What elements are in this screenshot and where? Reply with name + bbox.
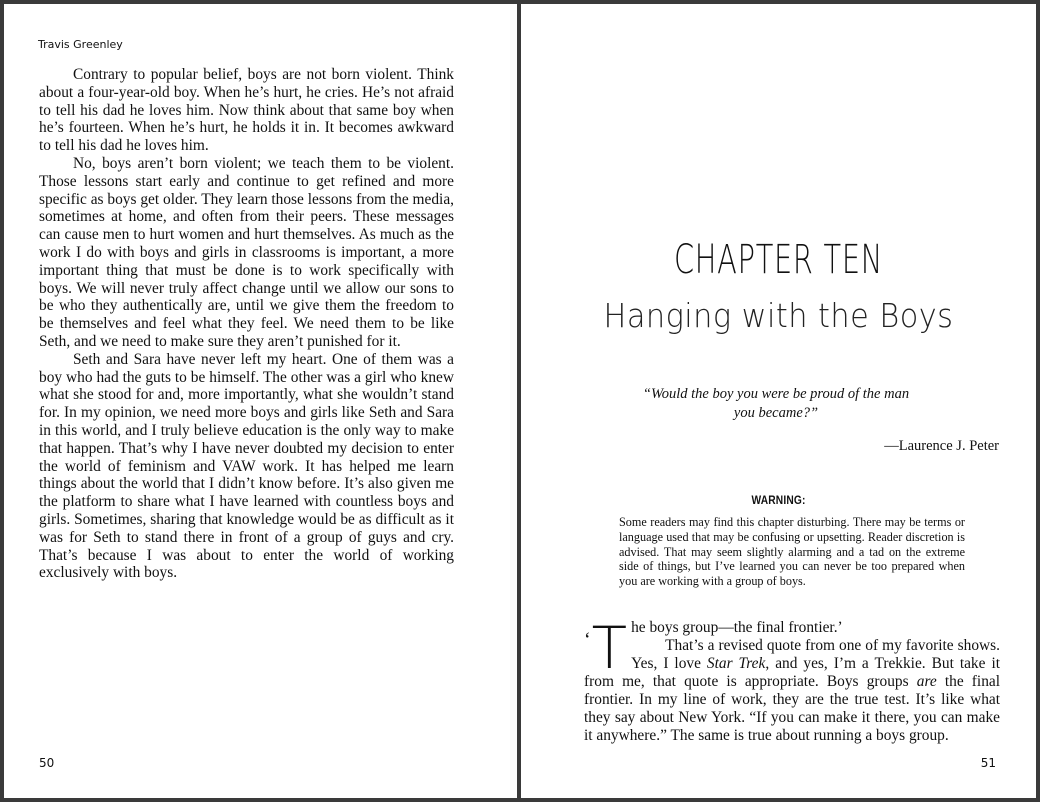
paragraph-text: That’s a revised quote from one of my favorite shows. Yes, I love [631,637,1000,672]
emphasis-text: are [916,673,937,690]
drop-cap [584,614,628,682]
epigraph-attribution: —Laurence J. Peter [884,438,999,454]
warning-heading: WARNING: [751,493,806,507]
warning-body: Some readers may find this chapter disturbing. There may be terms or language used that may be confusing or upsetting. Reader discretion is advised. That may seem slightly alarming and a tad on the extreme side of things, but I’ve learned you can never be too prepared when you are working with a group of boys. [619,515,965,589]
epigraph: “Would the boy you were be proud of the man you became?” [642,386,910,421]
chapter-number: CHAPTER TEN [673,237,884,283]
running-head: Travis Greenley [38,38,123,51]
paragraph: Contrary to popular belief, boys are not born violent. Think about a four-year-old boy. When he’s hurt, he cries. He’s not afraid to tell his dad he loves him. Now think about that same boy when he’s fourteen. When he’s hurt, he holds it in. It becomes awkward to tell his dad he loves him. [39,66,454,155]
opening-text [584,614,1001,745]
opening-first-line: he boys group—the final frontier.’ [631,619,843,636]
drop-cap-letter: T [591,614,628,682]
left-page [4,4,517,798]
paragraph-text: the final frontier. In my line of work, they are the true test. It’s like what they say about New York. “If you can make it there, you can make it anywhere.” The same is true about running a boys group. [584,673,1001,744]
page-number: 50 [39,756,55,770]
paragraph [584,637,1000,745]
paragraph: No, boys aren’t born violent; we teach them to be violent. Those lessons start early and continue to get refined and more specific as boys get older. They learn those lessons from the media, sometimes at home, and often from their peers. These messages can cause men to hurt women and hurt themselves. As much as the work I do with boys and girls in classrooms is important, a more important thing that must be done is to work specifically with boys. We will never truly affect change until we allow our sons to be who they authentically are, until we give them the freedom to be themselves and feel what they feel. We need them to be like Seth, and we need to make sure they aren’t punished for it. [39,154,454,350]
body-text [39,66,454,582]
paragraph-text: , and yes, I’m a Trekkie. But take it from me, that quote is appropriate. Boys groups [584,655,1000,690]
page-number: 51 [980,756,996,770]
chapter-title: Hanging with the Boys [603,296,954,335]
emphasis-text: Star Trek [706,655,766,672]
paragraph: Seth and Sara have never left my heart. One of them was a boy who had the guts to be himself. The other was a girl who knew what she stood for and, more importantly, what she wouldn’t stand for. In my opinion, we need more boys and girls like Seth and Sara in this world, and I truly believe education is the only way to make that happen. That’s why I have never doubted my decision to enter the world of feminism and VAW work. It has helped me learn things about the world that I didn’t know before. It’s also given me the platform to share what I have learned with countless boys and girls. Sometimes, sharing that knowledge would be as difficult as it was for Seth to stand there in front of a group of guys and cry. That’s because I was about to enter the world of working exclusively with boys. [39,350,454,582]
right-page [521,4,1036,798]
drop-cap-quote: ‘ [584,629,591,651]
